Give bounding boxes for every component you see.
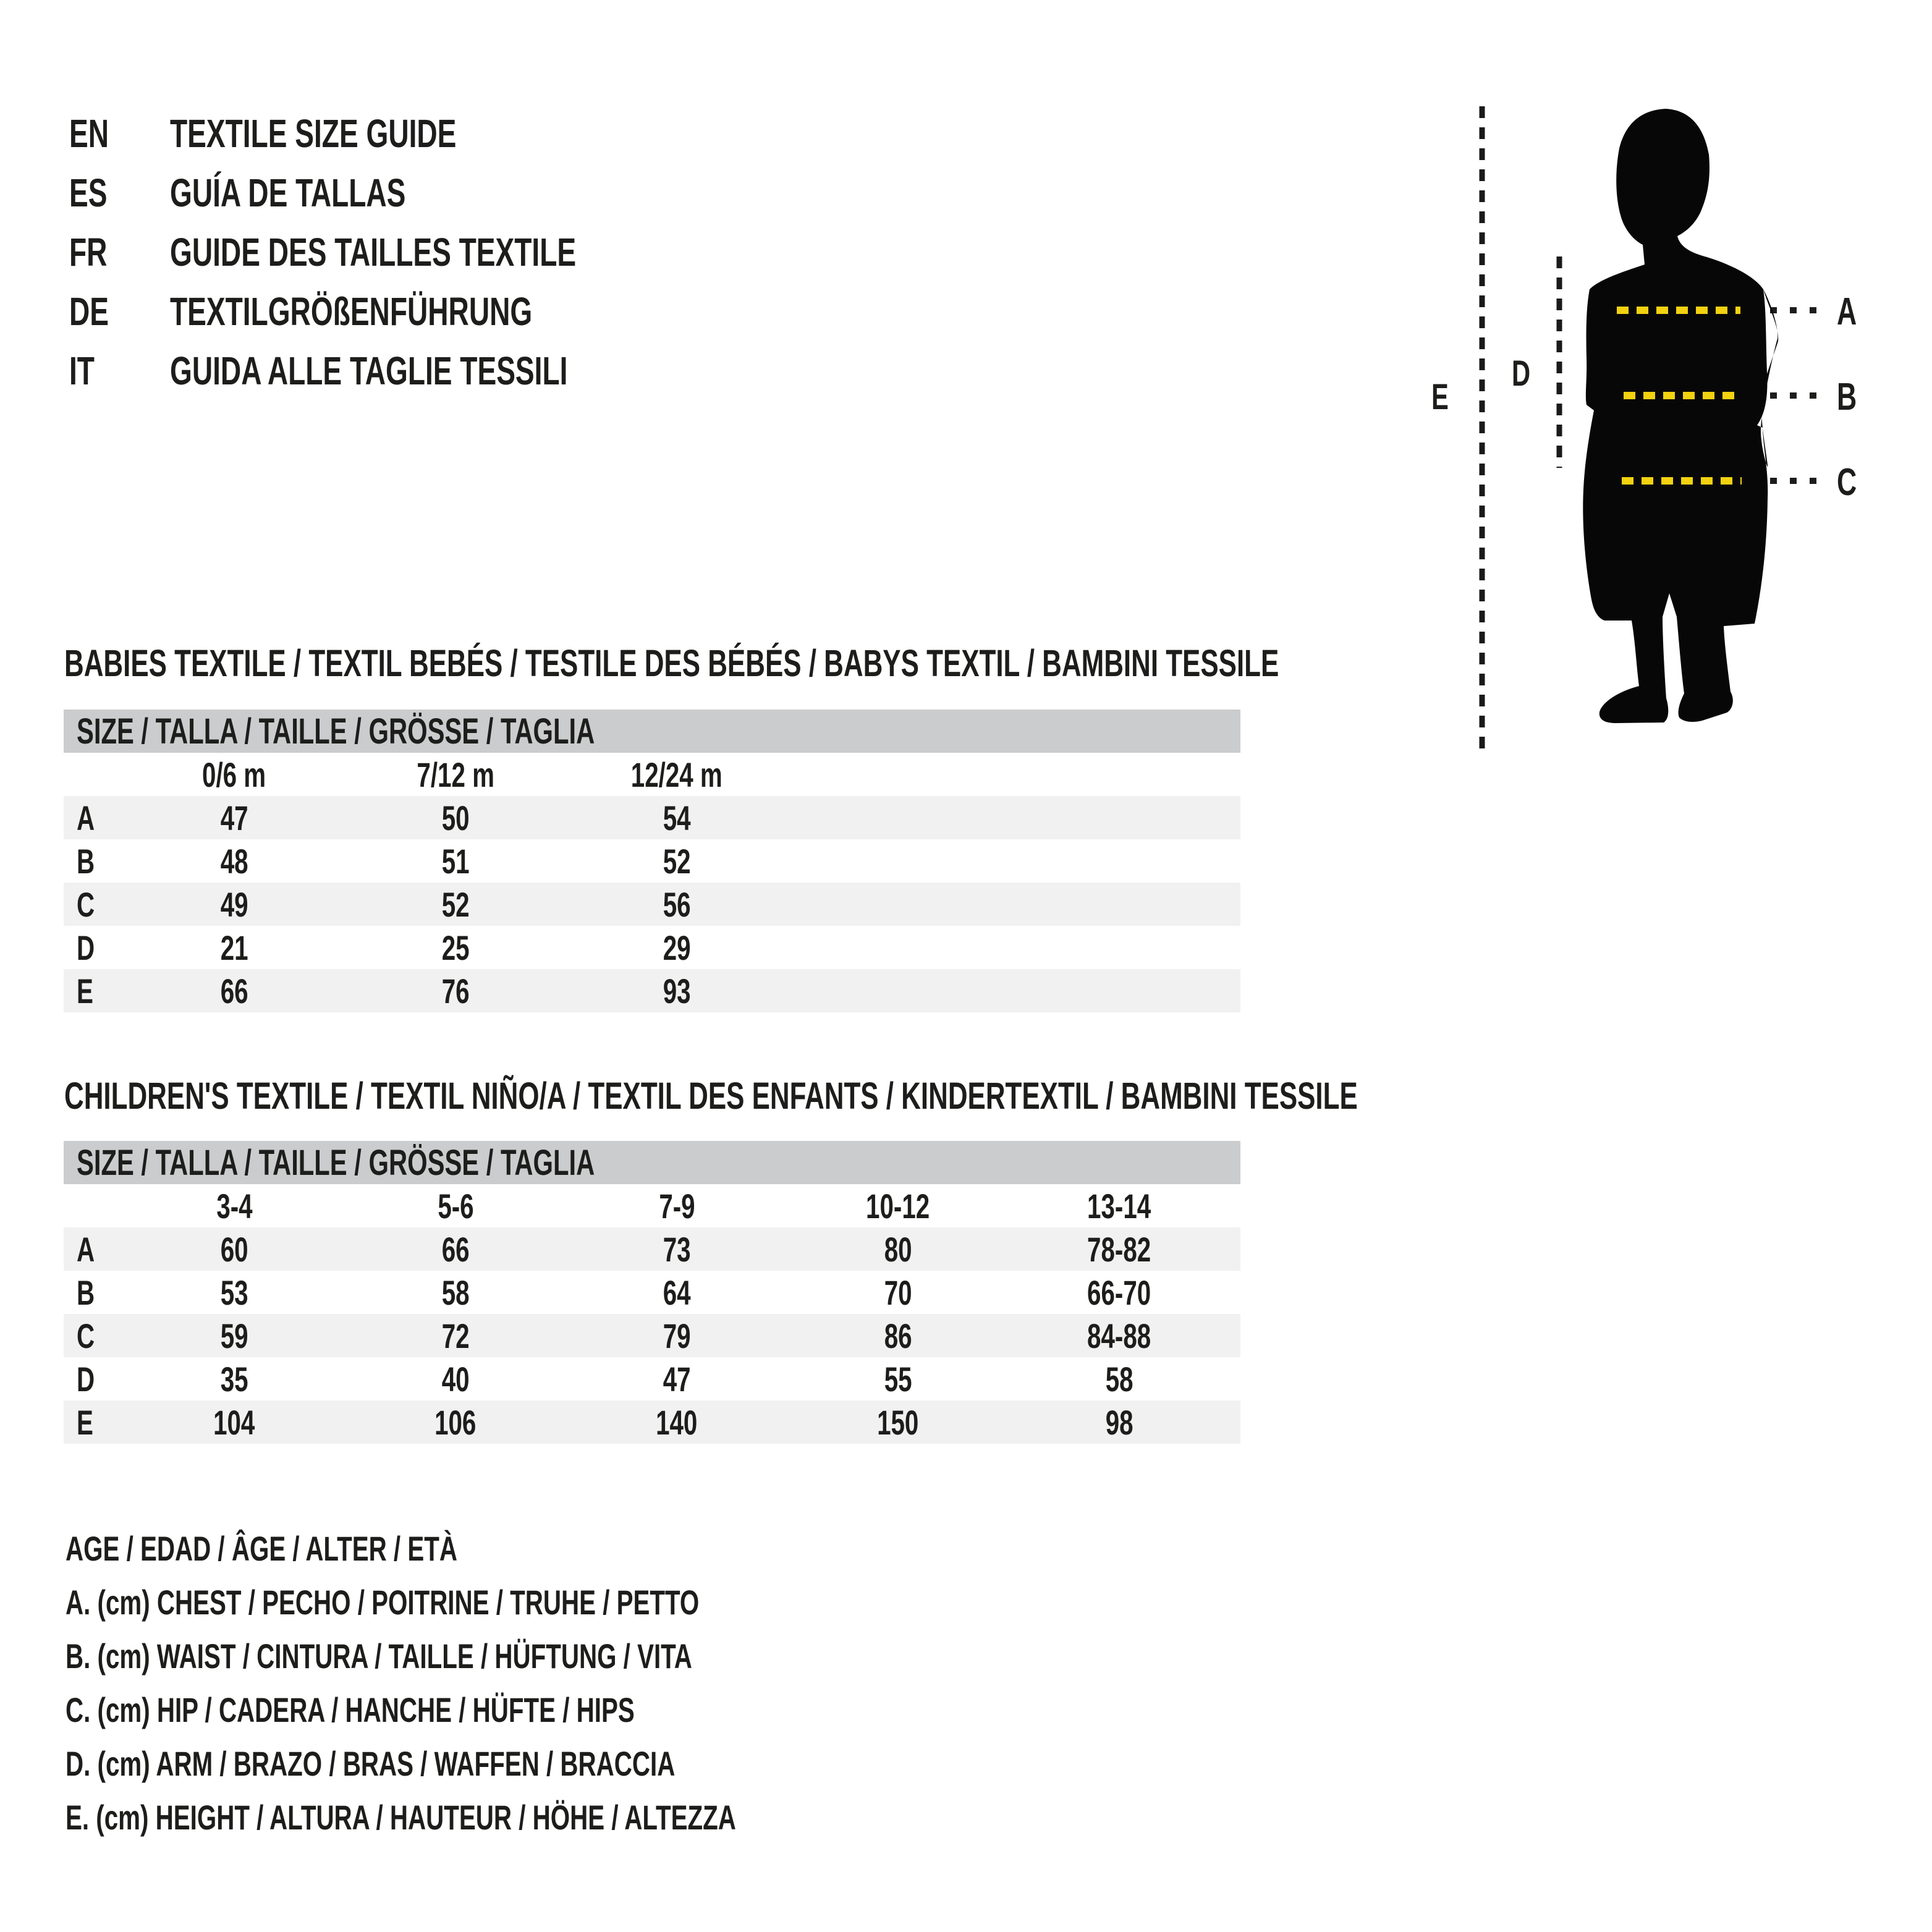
table-row [64, 969, 1240, 1012]
guide-title: TEXTILE SIZE GUIDE [170, 111, 457, 156]
row-letter: C [77, 884, 95, 924]
size-value: 106 [434, 1402, 477, 1442]
guide-title: GUIDA ALLE TAGLIE TESSILI [170, 349, 568, 393]
babies-table-rows [64, 796, 1240, 1012]
size-value: 60 [220, 1229, 248, 1269]
language-row [69, 282, 734, 341]
legend-line: A. (cm) CHEST / PECHO / POITRINE / TRUHE / PETTO [66, 1583, 700, 1622]
row-letter: D [77, 928, 95, 967]
size-value: 49 [220, 884, 248, 924]
size-value: 104 [213, 1402, 255, 1442]
children-section-title: CHILDREN'S TEXTILE / TEXTIL NIÑO/A / TEXTIL DES ENFANTS / KINDERTEXTIL / BAMBINI TESSILE [64, 1075, 1358, 1117]
size-value: 56 [663, 884, 691, 924]
legend-line: E. (cm) HEIGHT / ALTURA / HAUTEUR / HÖHE / ALTEZZA [66, 1798, 736, 1837]
size-value: 58 [441, 1273, 470, 1312]
size-value: 59 [220, 1316, 248, 1355]
guide-title: TEXTILGRÖßENFÜHRUNG [170, 289, 533, 334]
size-value: 29 [663, 928, 691, 967]
size-value: 47 [220, 798, 248, 837]
size-value: 21 [220, 928, 248, 967]
size-value: 70 [884, 1273, 912, 1312]
language-code: FR [69, 230, 108, 274]
label-c: C [1837, 460, 1857, 504]
size-value: 98 [1105, 1402, 1133, 1442]
table-row [64, 839, 1240, 883]
size-value: 51 [441, 841, 470, 881]
language-row [69, 163, 734, 222]
table-row [64, 926, 1240, 969]
guide-title: GUIDE DES TAILLES TEXTILE [170, 230, 577, 274]
table-row [64, 1227, 1240, 1271]
language-row [69, 222, 734, 282]
size-value: 48 [220, 841, 248, 881]
size-value: 84-88 [1087, 1316, 1151, 1355]
language-code: IT [69, 349, 95, 393]
size-value: 73 [663, 1229, 691, 1269]
column-header: 0/6 m [202, 755, 266, 794]
size-value: 25 [441, 928, 470, 967]
size-value: 53 [220, 1273, 248, 1312]
table-row [64, 796, 1240, 839]
legend-line: C. (cm) HIP / CADERA / HANCHE / HÜFTE / HIPS [66, 1690, 635, 1729]
size-value: 55 [884, 1359, 912, 1399]
size-value: 93 [663, 971, 691, 1010]
language-row [69, 104, 734, 163]
legend-line: B. (cm) WAIST / CINTURA / TAILLE / HÜFTUNG / VITA [66, 1637, 692, 1676]
table-row [64, 1271, 1240, 1314]
label-d: D [1512, 353, 1531, 394]
table-row [64, 883, 1240, 926]
column-header: 10-12 [866, 1186, 930, 1226]
size-value: 52 [663, 841, 691, 881]
guide-title: GUÍA DE TALLAS [170, 171, 406, 215]
language-code: DE [69, 289, 109, 334]
language-code: EN [69, 111, 109, 156]
label-e: E [1431, 376, 1449, 417]
size-value: 47 [663, 1359, 691, 1399]
babies-size-header-bar: SIZE / TALLA / TAILLE / GRÖSSE / TAGLIA [64, 710, 1240, 753]
column-header: 7/12 m [417, 755, 494, 794]
legend-line: AGE / EDAD / ÂGE / ALTER / ETÀ [66, 1529, 457, 1568]
size-value: 35 [220, 1359, 248, 1399]
children-column-headers [64, 1184, 1240, 1227]
language-title-list [69, 104, 734, 400]
size-value: 40 [441, 1359, 470, 1399]
row-letter: E [77, 971, 93, 1010]
measurement-legend [66, 1522, 997, 1844]
row-letter: C [77, 1316, 95, 1355]
size-value: 76 [441, 971, 470, 1010]
row-letter: A [77, 1229, 95, 1269]
size-value: 66 [441, 1229, 470, 1269]
label-a: A [1837, 290, 1857, 333]
size-value: 50 [441, 798, 470, 837]
column-header: 5-6 [437, 1186, 474, 1226]
row-letter: B [77, 841, 95, 881]
column-header: 13-14 [1087, 1186, 1151, 1226]
size-value: 79 [663, 1316, 691, 1355]
children-size-header-bar: SIZE / TALLA / TAILLE / GRÖSSE / TAGLIA [64, 1141, 1240, 1184]
babies-column-headers [64, 753, 1240, 796]
size-value: 66-70 [1087, 1273, 1151, 1312]
children-table-rows [64, 1227, 1240, 1444]
babies-section-title: BABIES TEXTILE / TEXTIL BEBÉS / TESTILE DES BÉBÉS / BABYS TEXTIL / BAMBINI TESSILE [64, 642, 1279, 684]
column-header: 3-4 [216, 1186, 253, 1226]
size-value: 78-82 [1087, 1229, 1151, 1269]
size-value: 66 [220, 971, 248, 1010]
row-letter: B [77, 1273, 95, 1312]
size-value: 80 [884, 1229, 912, 1269]
row-letter: A [77, 798, 95, 837]
language-code: ES [69, 171, 108, 215]
legend-line: D. (cm) ARM / BRAZO / BRAS / WAFFEN / BRACCIA [66, 1744, 676, 1783]
size-value: 140 [656, 1402, 698, 1442]
size-value: 86 [884, 1316, 912, 1355]
child-silhouette [1583, 109, 1778, 723]
size-value: 58 [1105, 1359, 1133, 1399]
table-row [64, 1357, 1240, 1400]
row-letter: E [77, 1402, 93, 1442]
size-value: 64 [663, 1273, 691, 1312]
language-row [69, 341, 734, 400]
column-header: 7-9 [658, 1186, 695, 1226]
size-value: 72 [441, 1316, 470, 1355]
size-value: 52 [441, 884, 470, 924]
table-row [64, 1314, 1240, 1357]
table-row [64, 1400, 1240, 1444]
column-header: 12/24 m [631, 755, 722, 794]
size-value: 150 [877, 1402, 919, 1442]
row-letter: D [77, 1359, 95, 1399]
size-value: 54 [663, 798, 691, 837]
label-b: B [1837, 375, 1857, 418]
